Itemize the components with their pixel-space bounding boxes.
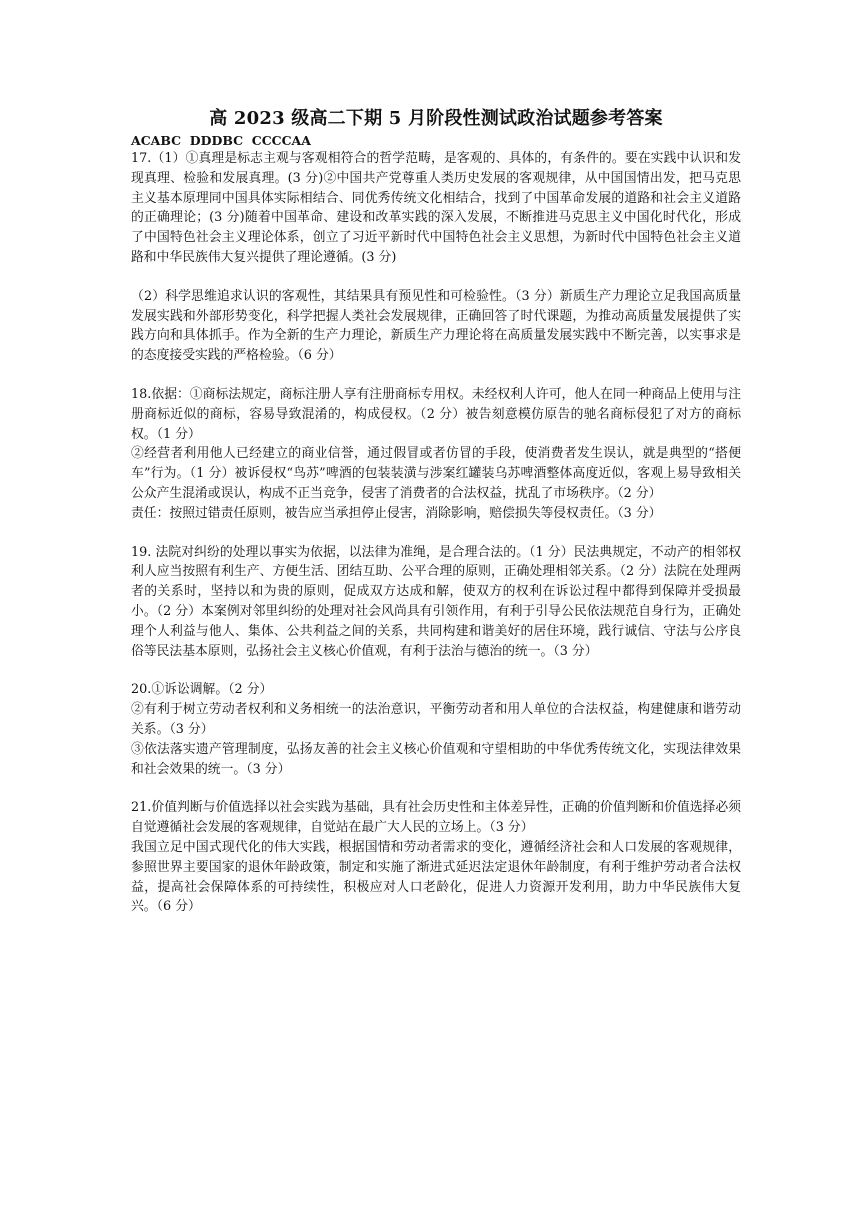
answer-paragraph: ②经营者利用他人已经建立的商业信誉，通过假冒或者仿冒的手段，使消费者发生误认，就是典型的“搭便车”行为。（1 分）被诉侵权“鸟苏”啤酒的包装装潢与涉案红罐装乌苏啤酒整体高度近似，客观上易导致相关公众产生混淆或误认，构成不正当竞争，侵害了消费者的合法权益，扰乱了市场秩序。（2 分） [131,446,741,501]
answer-paragraph: ③依法落实遗产管理制度，弘扬友善的社会主义核心价值观和守望相助的中华优秀传统文化，实现法律效果和社会效果的统一。（3 分） [131,741,741,777]
document-title: 高 2023 级高二下期 5 月阶段性测试政治试题参考答案 [209,108,663,129]
multiple-choice-answers: ACABC DDDBC CCCCAA [131,133,311,148]
paragraph-gap [131,779,741,798]
question-21 [131,798,741,917]
question-18 [131,385,741,524]
paragraph-gap [131,524,741,543]
answer-sheet-page [131,106,741,917]
answer-paragraph: 21.价值判断与价值选择以社会实践为基础，具有社会历史性和主体差异性，正确的价值判断和价值选择必须自觉遵循社会发展的客观规律，自觉站在最广大人民的立场上。（3 分） [131,800,741,836]
question-17-part-1 [131,149,741,268]
answer-paragraph: ②有利于树立劳动者权利和义务相统一的法治意识，平衡劳动者和用人单位的合法权益，构建健康和谐劳动关系。（3 分） [131,702,741,737]
answer-paragraph: （2）科学思维追求认识的客观性，其结果具有预见性和可检验性。（3 分）新质生产力理论立足我国高质量发展实践和外部形势变化，科学把握人类社会发展规律，正确回答了时代课题，为推动高质量发展提供了实践方向和具体抓手。作为全新的生产力理论，新质生产力理论将在高质量发展实践中不断完善，以实事求是的态度接受实践的严格检验。（6 分） [131,288,741,364]
answer-paragraph: 20.①诉讼调解。（2 分） [131,682,273,698]
answer-paragraph: 17.（1）①真理是标志主观与客观相符合的哲学范畴，是客观的、具体的，有条件的。要在实践中认识和发现真理、检验和发展真理。(3 分)②中国共产党尊重人类历史发展的客观规律，从中国国情出发，把马克思主义基本原理同中国具体实际相结合、同优秀传统文化相结合，找到了中国革命发展的道路和社会主义道路的正确理论；(3 分)随着中国革命、建设和改革实践的深入发展，不断推进马克思主义中国化时代化，形成了中国特色社会主义理论体系，创立了习近平新时代中国特色社会主义思想，为新时代中国特色社会主义道路和中华民族伟大复兴提供了理论遵循。(3 分) [131,151,741,265]
answer-paragraph: 我国立足中国式现代化的伟大实践，根据国情和劳动者需求的变化，遵循经济社会和人口发展的客观规律，参照世界主要国家的退休年龄政策，制定和实施了渐进式延迟法定退休年龄制度，有利于维护劳动者合法权益，提高社会保障体系的可持续性，积极应对人口老龄化，促进人力资源开发利用，助力中华民族伟大复兴。（6 分） [131,839,741,915]
answer-paragraph: 19. 法院对纠纷的处理以事实为依据，以法律为准绳，是合理合法的。（1 分）民法典规定，不动产的相邻权利人应当按照有利生产、方便生活、团结互助、公平合理的原则，正确处理相邻关系。（2 分）法院在处理两者的关系时，坚持以和为贵的原则，促成双方达成和解，使双方的权利在诉讼过程中都得到保障并受损最小。（2 分）本案例对邻里纠纷的处理对社会风尚具有引领作用，有利于引导公民依法规范自身行为，正确处理个人利益与他人、集体、公共利益之间的关系，共同构建和谐美好的居住环境，践行诚信、守法与公序良俗等民法基本原则，弘扬社会主义核心价值观，有利于法治与德治的统一。（3 分） [131,544,741,659]
answer-paragraph: 18.依据：①商标法规定，商标注册人享有注册商标专用权。未经权利人许可，他人在同一种商品上使用与注册商标近似的商标，容易导致混淆的，构成侵权。（2 分）被告刻意模仿原告的驰名商标侵犯了对方的商标权。（1 分） [131,386,741,442]
question-17-part-2 [131,287,741,366]
paragraph-gap [131,661,741,680]
question-20 [131,680,741,779]
paragraph-gap [131,366,741,385]
answer-paragraph: 责任：按照过错责任原则，被告应当承担停止侵害，消除影响，赔偿损失等侵权责任。（3 分） [131,505,662,521]
paragraph-gap [131,268,741,287]
question-19 [131,543,741,662]
